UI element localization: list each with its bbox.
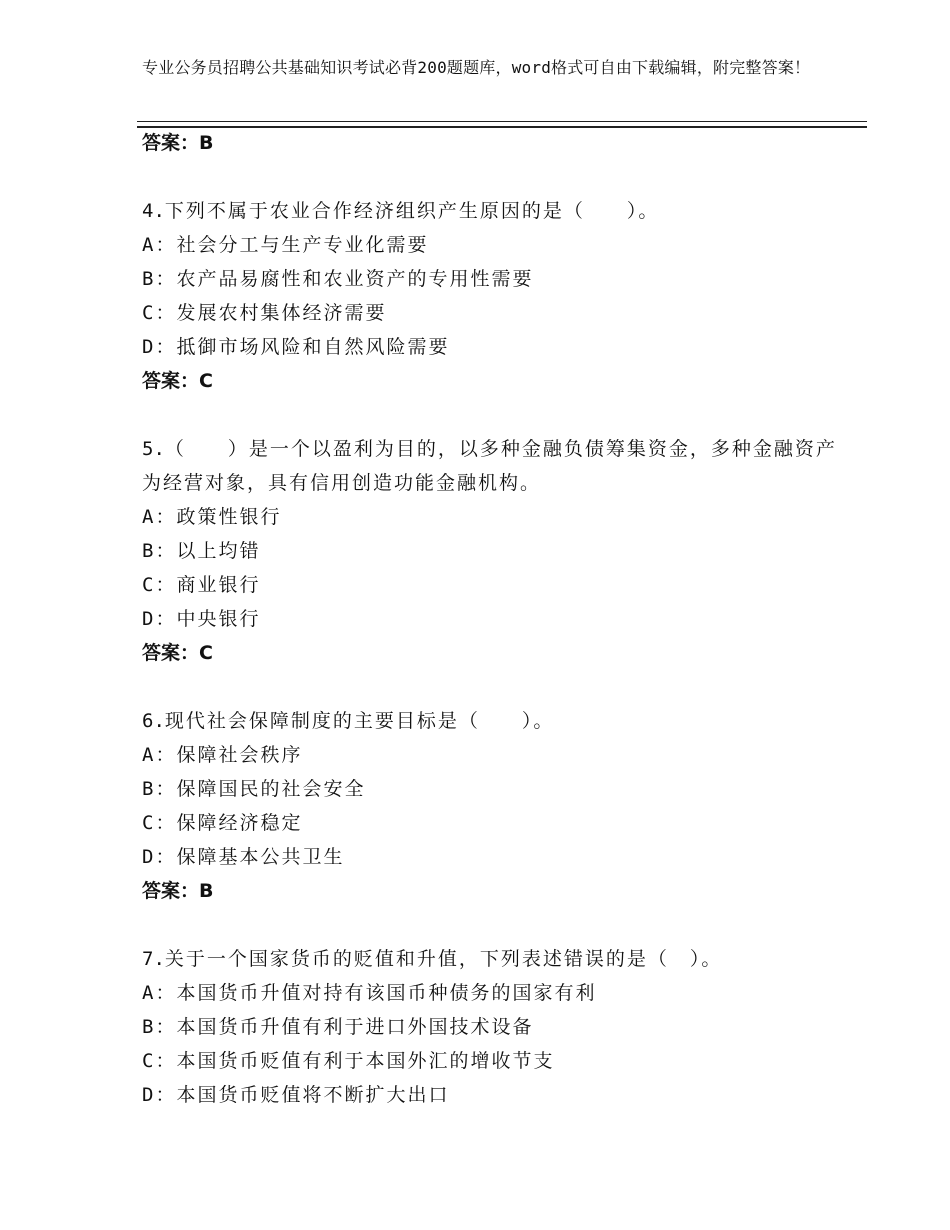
document-body (142, 126, 842, 1146)
question-number: 6. (142, 710, 165, 732)
option-b: B：本国货币升值有利于进口外国技术设备 (142, 1016, 534, 1038)
option-b: B：以上均错 (142, 540, 261, 562)
answer-line: 答案：C (142, 642, 213, 664)
question-6 (142, 704, 842, 908)
question-7 (142, 942, 842, 1112)
option-c: C：保障经济稳定 (142, 812, 303, 834)
question-5 (142, 432, 842, 670)
question-stem (142, 942, 842, 976)
header-text: 专业公务员招聘公共基础知识考试必背200题题库，word格式可自由下载编辑，附完整答案！ (142, 58, 811, 77)
document-header (142, 56, 862, 80)
option-a: A：社会分工与生产专业化需要 (142, 234, 429, 256)
question-text: （ ）是一个以盈利为目的，以多种金融负债筹集资金，多种金融资产为经营对象，具有信用创造功能金融机构。 (142, 438, 837, 494)
question-text: 关于一个国家货币的贬值和升值，下列表述错误的是（ ）。 (164, 948, 723, 970)
question-number: 4. (142, 200, 165, 222)
answer-line: 答案：B (142, 132, 214, 154)
option-d: D：抵御市场风险和自然风险需要 (142, 336, 450, 358)
option-d: D：保障基本公共卫生 (142, 846, 345, 868)
option-b: B：保障国民的社会安全 (142, 778, 366, 800)
question-text: 下列不属于农业合作经济组织产生原因的是（ ）。 (164, 200, 660, 222)
option-a: A：保障社会秩序 (142, 744, 303, 766)
option-c: C：商业银行 (142, 574, 261, 596)
answer-line: 答案：B (142, 880, 214, 902)
question-text: 现代社会保障制度的主要目标是（ ）。 (164, 710, 555, 732)
question-stem (142, 704, 842, 738)
answer-line: 答案：C (142, 370, 213, 392)
option-d: D：中央银行 (142, 608, 261, 630)
option-c: C：发展农村集体经济需要 (142, 302, 387, 324)
option-c: C：本国货币贬值有利于本国外汇的增收节支 (142, 1050, 555, 1072)
question-stem (142, 432, 842, 500)
option-d: D：本国货币贬值将不断扩大出口 (142, 1084, 450, 1106)
question-number: 5. (142, 438, 165, 460)
option-a: A：政策性银行 (142, 506, 282, 528)
question-number: 7. (142, 948, 165, 970)
question-4 (142, 194, 842, 398)
question-stem (142, 194, 842, 228)
option-a: A：本国货币升值对持有该国币种债务的国家有利 (142, 982, 597, 1004)
option-b: B：农产品易腐性和农业资产的专用性需要 (142, 268, 534, 290)
